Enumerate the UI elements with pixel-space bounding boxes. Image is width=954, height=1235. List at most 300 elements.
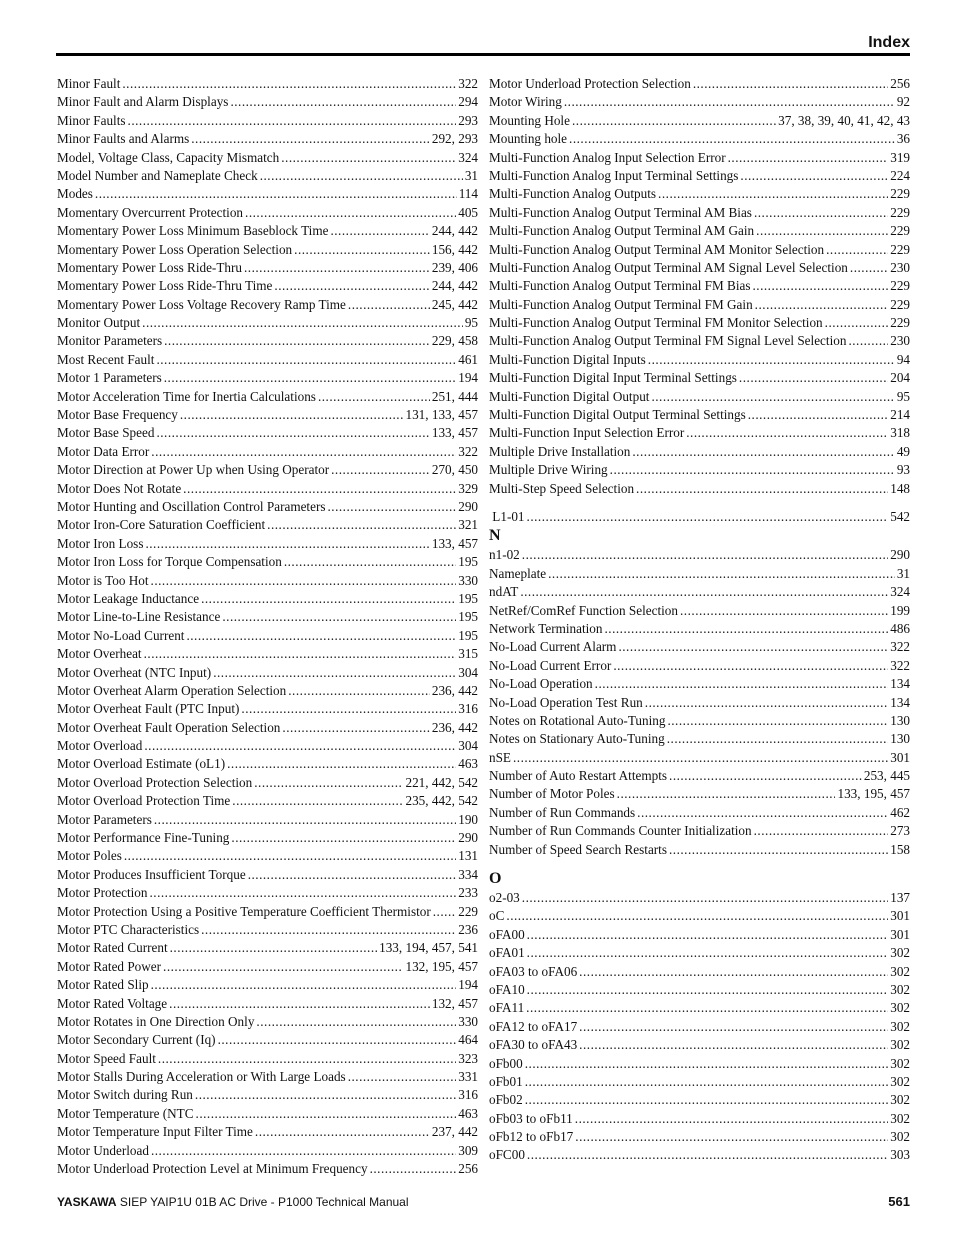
index-entry-term: Motor Iron Loss (57, 535, 144, 551)
index-entry-term: Monitor Parameters (57, 333, 163, 349)
index-entry-term: Multi-Function Analog Output Terminal AM Monitor Selection (489, 241, 825, 257)
index-entry (57, 75, 478, 93)
index-entry (57, 664, 478, 682)
dot-leader (348, 296, 430, 314)
dot-leader (617, 785, 836, 803)
index-entry (489, 222, 910, 240)
index-entry-term: oFA03 to oFA06 (489, 963, 578, 979)
index-entry-term: Momentary Power Loss Ride-Thru (57, 259, 242, 275)
dot-leader (227, 755, 456, 773)
dot-leader (632, 443, 894, 461)
index-entry-pages: 235, 442, 542 (405, 793, 478, 809)
index-entry-pages: 229 (890, 204, 910, 220)
index-entry-pages: 194 (458, 977, 478, 993)
index-entry-term: Motor Overheat (57, 646, 142, 662)
index-entry (489, 204, 910, 222)
index-entry (489, 185, 910, 203)
dot-leader (222, 608, 456, 626)
dot-leader (201, 921, 456, 939)
index-entry (57, 774, 478, 792)
index-entry (489, 822, 910, 840)
dot-leader (525, 1073, 889, 1091)
index-entry-term: Motor No-Load Current (57, 627, 185, 643)
index-entry-term: Multi-Function Analog Output Terminal FM Bias (489, 278, 751, 294)
index-entry (489, 694, 910, 712)
index-entry (489, 657, 910, 675)
index-entry (489, 369, 910, 387)
index-entry (489, 314, 910, 332)
index-entry-pages: 195 (458, 609, 478, 625)
page-footer (57, 1195, 409, 1209)
index-entry-term: Motor Temperature (NTC (57, 1105, 194, 1121)
index-entry (489, 1036, 910, 1054)
dot-leader (548, 565, 895, 583)
index-entry (57, 424, 478, 442)
index-entry-pages: 93 (896, 462, 910, 478)
index-entry (489, 767, 910, 785)
index-entry-term: NetRef/ComRef Function Selection (489, 602, 678, 618)
dot-leader (826, 241, 888, 259)
index-entry-pages: 316 (458, 1087, 478, 1103)
index-entry-pages: 293 (458, 112, 478, 128)
index-entry-pages: 302 (890, 1073, 910, 1089)
index-entry-term: Multiple Drive Installation (489, 443, 631, 459)
index-entry-term: Motor Rated Current (57, 940, 168, 956)
index-entry-term: Motor Underload Protection Selection (489, 76, 691, 91)
index-entry-term: Motor Wiring (489, 94, 562, 110)
index-entry-term: ndAT (489, 584, 519, 600)
index-entry-pages: 542 (890, 508, 910, 524)
index-entry (489, 712, 910, 730)
index-entry-pages: 244, 442 (431, 223, 478, 239)
index-entry (57, 939, 478, 957)
index-entry (57, 958, 478, 976)
index-entry-term: o2-03 (489, 890, 520, 906)
index-entry-pages: 195 (458, 627, 478, 643)
index-entry (489, 508, 910, 526)
index-entry-term: Motor Iron-Core Saturation Coefficient (57, 517, 266, 533)
index-entry (57, 866, 478, 884)
dot-leader (196, 1105, 457, 1123)
dot-leader (506, 907, 888, 925)
dot-leader (527, 944, 889, 962)
index-entry-term: Motor Overload Protection Time (57, 793, 231, 809)
dot-leader (645, 694, 888, 712)
index-entry-term: Notes on Rotational Auto-Tuning (489, 712, 666, 728)
index-entry-term: Motor Stalls During Acceleration or With Large Loads (57, 1069, 346, 1085)
index-entry (489, 981, 910, 999)
dot-leader (525, 1091, 889, 1109)
index-entry-pages: 323 (458, 1050, 478, 1066)
index-entry (57, 1105, 478, 1123)
dot-leader (158, 1050, 456, 1068)
index-entry-pages: 256 (890, 76, 910, 91)
index-entry-pages: 37, 38, 39, 40, 41, 42, 43 (778, 112, 910, 128)
index-entry-pages: 251, 444 (431, 388, 478, 404)
index-entry-term: Multi-Function Analog Input Terminal Settings (489, 167, 739, 183)
index-entry (57, 332, 478, 350)
index-entry-term: Motor Does Not Rotate (57, 480, 182, 496)
index-entry-term: No-Load Operation Test Run (489, 694, 643, 710)
index-entry (489, 907, 910, 925)
index-entry (489, 388, 910, 406)
index-entry (57, 1050, 478, 1068)
dot-leader (331, 461, 430, 479)
dot-leader (330, 222, 429, 240)
dot-leader (680, 602, 888, 620)
index-entry-pages: 322 (890, 639, 910, 655)
index-entry (57, 277, 478, 295)
index-entry-term: Monitor Output (57, 315, 141, 331)
dot-leader (294, 241, 430, 259)
index-entry-pages: 133, 457 (431, 425, 478, 441)
dot-leader (575, 1128, 888, 1146)
index-entry (57, 737, 478, 755)
index-entry-pages: 301 (890, 749, 910, 765)
index-entry-term: Motor Protection Using a Positive Temperature Coefficient Thermistor (57, 903, 431, 919)
index-entry-pages: 290 (458, 498, 478, 514)
dot-leader (169, 995, 430, 1013)
index-entry-pages: 290 (890, 547, 910, 563)
index-entry-pages: 322 (890, 657, 910, 673)
index-entry (489, 241, 910, 259)
dot-leader (156, 351, 456, 369)
index-entry-pages: 464 (458, 1032, 478, 1048)
dot-leader (825, 314, 889, 332)
dot-leader (288, 682, 430, 700)
dot-leader (274, 277, 429, 295)
dot-leader (122, 75, 456, 93)
index-entry-term: Motor Protection (57, 885, 148, 901)
dot-leader (230, 93, 456, 111)
index-entry (489, 149, 910, 167)
dot-leader (144, 737, 456, 755)
index-entry-pages: 194 (458, 370, 478, 386)
index-entry (57, 149, 478, 167)
dot-leader (848, 332, 888, 350)
dot-leader (156, 424, 429, 442)
index-entry (489, 730, 910, 748)
index-entry-pages: 270, 450 (431, 462, 478, 478)
dot-leader (756, 222, 888, 240)
index-entry-term: Motor Hunting and Oscillation Control Parameters (57, 498, 326, 514)
dot-leader (564, 93, 895, 111)
index-entry-pages: 316 (458, 701, 478, 717)
dot-leader (686, 424, 888, 442)
index-entry-term: Minor Faults and Alarms (57, 131, 190, 147)
dot-leader (636, 480, 888, 498)
index-entry (57, 829, 478, 847)
index-entry (57, 388, 478, 406)
index-section-extra (489, 508, 910, 526)
index-entry-pages: 195 (458, 590, 478, 606)
index-entry-term: Modes (57, 186, 93, 202)
dot-leader (213, 664, 456, 682)
index-entry-term: Most Recent Fault (57, 351, 155, 367)
index-entry-pages: 233 (458, 885, 478, 901)
index-entry (489, 1073, 910, 1091)
index-entry-term: Multi-Function Analog Input Selection Error (489, 149, 726, 165)
index-entry (57, 1142, 478, 1160)
index-entry (57, 241, 478, 259)
index-entry (57, 645, 478, 663)
dot-leader (248, 866, 457, 884)
index-entry-term: oFb00 (489, 1055, 523, 1071)
index-entry (489, 296, 910, 314)
index-entry (57, 590, 478, 608)
index-entry (489, 926, 910, 944)
page-header-title: Index (868, 34, 910, 51)
dot-leader (669, 841, 888, 859)
dot-leader (348, 1068, 457, 1086)
index-entry-pages: 330 (458, 572, 478, 588)
index-entry (489, 546, 910, 564)
dot-leader (527, 981, 889, 999)
index-entry (57, 682, 478, 700)
index-entry-term: Momentary Power Loss Ride-Thru Time (57, 278, 273, 294)
dot-leader (201, 590, 456, 608)
dot-leader (637, 804, 888, 822)
index-entry (57, 755, 478, 773)
index-entry-term: Motor Overload Protection Selection (57, 774, 253, 790)
index-entry (57, 498, 478, 516)
index-entry-pages: 302 (890, 1110, 910, 1126)
index-entry-term: Momentary Overcurrent Protection (57, 204, 244, 220)
index-entry-pages: 301 (890, 908, 910, 924)
index-entry-pages: 236 (458, 921, 478, 937)
index-entry-term: oFA10 (489, 981, 525, 997)
index-entry-pages: 36 (896, 131, 910, 147)
dot-leader (151, 443, 456, 461)
section-letter-n: N (489, 527, 501, 545)
index-entry-pages: 133, 457 (431, 535, 478, 551)
dot-leader (281, 149, 456, 167)
index-entry-term: Model Number and Nameplate Check (57, 167, 258, 183)
index-entry-pages: 95 (896, 388, 910, 404)
dot-leader (579, 1018, 888, 1036)
index-entry-term: Motor Base Speed (57, 425, 155, 441)
index-entry (489, 1128, 910, 1146)
index-entry (489, 804, 910, 822)
index-entry-pages: 405 (458, 204, 478, 220)
index-entry (57, 995, 478, 1013)
index-entry (57, 700, 478, 718)
index-entry (489, 620, 910, 638)
index-entry-pages: 224 (890, 167, 910, 183)
index-entry-pages: 204 (890, 370, 910, 386)
index-entry-term: Motor Performance Fine-Tuning (57, 830, 230, 846)
index-entry-term: Motor Base Frequency (57, 407, 178, 423)
dot-leader (255, 1123, 430, 1141)
index-entry-pages: 199 (890, 602, 910, 618)
index-entry (489, 167, 910, 185)
index-entry (489, 130, 910, 148)
index-entry-pages: 324 (890, 584, 910, 600)
index-entry-pages: 31 (464, 167, 478, 183)
index-entry-pages: 253, 445 (863, 768, 910, 784)
index-entry (489, 1110, 910, 1128)
index-entry-term: Motor Temperature Input Filter Time (57, 1124, 253, 1140)
dot-leader (648, 351, 895, 369)
index-entry-pages: 236, 442 (431, 719, 478, 735)
dot-leader (575, 1110, 888, 1128)
index-entry-pages: 273 (890, 823, 910, 839)
index-entry-term: oFA00 (489, 926, 525, 942)
index-entry (489, 332, 910, 350)
index-entry-term: Motor Overload Estimate (oL1) (57, 756, 226, 772)
index-entry-pages: 301 (890, 926, 910, 942)
index-entry (489, 565, 910, 583)
index-entry (489, 443, 910, 461)
index-entry-term: Motor Underload (57, 1142, 149, 1158)
index-entry (57, 903, 478, 921)
index-entry-pages: 302 (890, 945, 910, 961)
dot-leader (260, 167, 463, 185)
dot-leader (180, 406, 404, 424)
dot-leader (164, 332, 430, 350)
index-entry (489, 406, 910, 424)
index-entry-term: Multi-Step Speed Selection (489, 480, 635, 496)
index-entry-term: Motor Overload (57, 738, 143, 754)
dot-leader (95, 185, 457, 203)
index-entry-pages: 131 (458, 848, 478, 864)
index-entry (57, 847, 478, 865)
index-entry-term: oFb02 (489, 1092, 523, 1108)
index-entry-pages: 134 (890, 676, 910, 692)
dot-leader (267, 516, 456, 534)
index-entry-pages: 309 (458, 1142, 478, 1158)
index-entry-pages: 133, 195, 457 (837, 786, 910, 802)
index-entry-term: No-Load Operation (489, 676, 593, 692)
index-entry-term: oFC00 (489, 1147, 525, 1163)
index-entry-pages: 486 (890, 620, 910, 636)
index-entry (57, 461, 478, 479)
index-entry-term: Motor Direction at Power Up when Using Operator (57, 462, 330, 478)
index-entry-term: Model, Voltage Class, Capacity Mismatch (57, 149, 280, 165)
index-entry-pages: 131, 133, 457 (405, 407, 478, 423)
index-entry-pages: 302 (890, 1055, 910, 1071)
dot-leader (318, 388, 430, 406)
dot-leader (218, 1031, 457, 1049)
index-entry-pages: 334 (458, 866, 478, 882)
dot-leader (572, 112, 776, 130)
dot-leader (164, 369, 456, 387)
index-entry-term: Number of Speed Search Restarts (489, 841, 667, 857)
index-entry-pages: 461 (458, 351, 478, 367)
dot-leader (170, 939, 377, 957)
index-entry (57, 443, 478, 461)
index-entry (57, 976, 478, 994)
dot-leader (522, 889, 888, 907)
index-section-o (489, 889, 910, 1165)
index-entry (489, 112, 910, 130)
dot-leader (667, 712, 888, 730)
dot-leader (754, 204, 888, 222)
index-entry-pages: 321 (458, 517, 478, 533)
index-entry-term: Minor Faults (57, 112, 126, 128)
index-entry-term: oFA11 (489, 1000, 525, 1016)
dot-leader (433, 903, 456, 921)
index-entry-term: oFb12 to oFb17 (489, 1129, 574, 1145)
index-entry-pages: 148 (890, 480, 910, 496)
index-entry-pages: 132, 457 (431, 995, 478, 1011)
index-entry-term: Motor Rotates in One Direction Only (57, 1013, 255, 1029)
index-entry-pages: 230 (890, 333, 910, 349)
index-entry (489, 999, 910, 1017)
index-entry (57, 1123, 478, 1141)
dot-leader (154, 811, 456, 829)
index-entry-term: Motor Poles (57, 848, 122, 864)
index-entry (489, 461, 910, 479)
index-entry-term: Minor Fault (57, 76, 121, 91)
dot-leader (752, 277, 888, 295)
index-entry (57, 204, 478, 222)
dot-leader (522, 546, 888, 564)
index-entry (489, 480, 910, 498)
dot-leader (195, 1086, 456, 1104)
index-entry (489, 75, 910, 93)
index-entry (489, 93, 910, 111)
index-entry-pages: 256 (458, 1161, 478, 1177)
index-entry-pages: 132, 195, 457 (405, 958, 478, 974)
index-entry (57, 553, 478, 571)
dot-leader (142, 314, 463, 332)
index-entry-pages: 463 (458, 1105, 478, 1121)
dot-leader (669, 767, 862, 785)
index-entry (489, 1091, 910, 1109)
index-entry (57, 1068, 478, 1086)
index-entry-pages: 156, 442 (431, 241, 478, 257)
index-entry-term: Motor Underload Protection Level at Minimum Frequency (57, 1161, 368, 1177)
index-entry-term: oC (489, 908, 505, 924)
dot-leader (370, 1160, 457, 1178)
dot-leader (595, 675, 889, 693)
index-entry-term: Number of Run Commands Counter Initialization (489, 823, 752, 839)
dot-leader (520, 583, 888, 601)
index-entry-term: Multi-Function Analog Output Terminal FM Monitor Selection (489, 315, 823, 331)
index-entry-pages: 245, 442 (431, 296, 478, 312)
index-entry (489, 944, 910, 962)
index-entry-term: Motor Overheat Fault (PTC Input) (57, 701, 240, 717)
index-entry-pages: 302 (890, 1092, 910, 1108)
index-entry-term: Multi-Function Analog Outputs (489, 186, 657, 202)
index-entry-pages: 322 (458, 443, 478, 459)
index-entry-term: Motor Overheat Fault Operation Selection (57, 719, 281, 735)
index-entry-pages: 31 (896, 565, 910, 581)
dot-leader (604, 620, 888, 638)
index-entry (489, 351, 910, 369)
index-entry (57, 259, 478, 277)
footer-brand: YASKAWA (57, 1195, 117, 1209)
index-entry-pages: 236, 442 (431, 682, 478, 698)
index-entry-pages: 302 (890, 981, 910, 997)
page-number: 561 (888, 1194, 910, 1209)
dot-leader (610, 461, 895, 479)
index-entry-term: Number of Motor Poles (489, 786, 615, 802)
dot-leader (850, 259, 888, 277)
index-entry (57, 406, 478, 424)
index-entry-term: Multi-Function Input Selection Error (489, 425, 685, 441)
index-section-n (489, 546, 910, 859)
index-entry-pages: 302 (890, 963, 910, 979)
index-entry-term: Multi-Function Analog Output Terminal AM Gain (489, 223, 755, 239)
index-entry-pages: 318 (890, 425, 910, 441)
index-entry-term: Motor Overheat (NTC Input) (57, 664, 212, 680)
index-entry (489, 675, 910, 693)
index-entry (489, 749, 910, 767)
dot-leader (525, 1055, 889, 1073)
dot-leader (579, 963, 888, 981)
